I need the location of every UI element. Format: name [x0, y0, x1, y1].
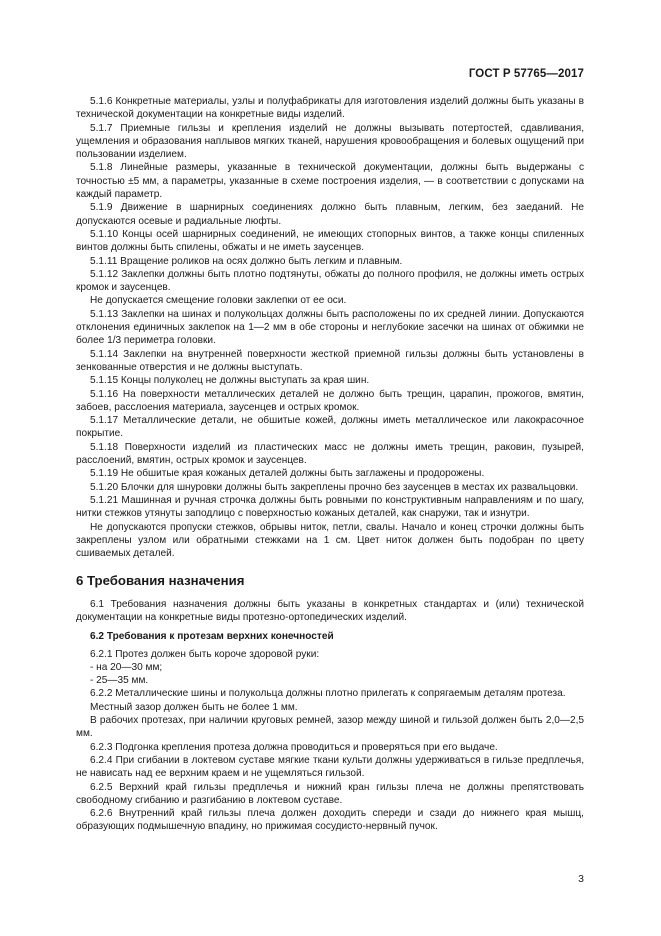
paragraph-5-1-13: 5.1.13 Заклепки на шинах и полукольцах должны быть расположены по их средней линии. Допускаются отклонения единичных заклепок на 1—2 мм в обе стороны и неглубокие засечки на шинах от обжимки не более 1/3 периметра головки. — [76, 308, 584, 347]
paragraph-6-2-4: 6.2.4 При сгибании в локтевом суставе мягкие ткани культи должны удерживаться в гильзе предплечья, не нависать над ее верхним краем и не ущемляться гильзой. — [76, 754, 584, 780]
paragraph-5-1-9: 5.1.9 Движение в шарнирных соединениях должно быть плавным, легким, без заеданий. Не допускаются осевые и радиальные люфты. — [76, 202, 584, 227]
document-code: ГОСТ Р 57765—2017 — [468, 68, 584, 80]
list-item: - на 20—30 мм; — [90, 661, 163, 673]
paragraph-6-2-2: 6.2.2 Металлические шины и полукольца должны плотно прилегать к сопрягаемым деталям протеза. — [90, 688, 566, 700]
paragraph-5-1-12-note: Не допускается смещение головки заклепки от ее оси. — [90, 295, 347, 307]
paragraph-6-2-2-note-2: В рабочих протезах, при наличии круговых ремней, зазор между шиной и гильзой должен быть 2,0—2,5 мм. — [76, 715, 584, 740]
paragraph-6-1: 6.1 Требования назначения должны быть указаны в конкретных стандартах и (или) технической документации на конкретные виды протезно-ортопедических изделий. — [76, 598, 584, 623]
paragraph-5-1-6: 5.1.6 Конкретные материалы, узлы и полуфабрикаты для изготовления изделий должны быть указаны в технической документации на конкретные виды изделий. — [76, 96, 584, 121]
paragraph-5-1-19: 5.1.19 Не обшитые края кожаных деталей должны быть заглажены и продорожены. — [90, 468, 485, 480]
paragraph-5-1-18: 5.1.18 Поверхности изделий из пластических масс не должны иметь трещин, раковин, пузырей, расслоений, вмятин, острых кромок и заусенцев. — [76, 441, 584, 467]
paragraph-6-2-1: 6.2.1 Протез должен быть короче здоровой руки: — [90, 648, 320, 660]
paragraph-6-2-2-note: Местный зазор должен быть не более 1 мм. — [90, 701, 298, 713]
document-body — [76, 95, 584, 834]
paragraph-5-1-16: 5.1.16 На поверхности металлических деталей не должно быть трещин, царапин, прожогов, вмятин, забоев, расслоения материала, заусенцев и острых кромок. — [76, 388, 584, 413]
paragraph-5-1-20: 5.1.20 Блочки для шнуровки должны быть закреплены прочно без заусенцев в местах их развальцовки. — [90, 481, 579, 493]
paragraph-5-1-17: 5.1.17 Металлические детали, не обшитые кожей, должны иметь металлическое или лакокрасочное покрытие. — [76, 415, 584, 440]
paragraph-5-1-12: 5.1.12 Заклепки должны быть плотно подтянуты, обжаты до полного профиля, не должны иметь острых кромок и заусенцев. — [76, 268, 584, 294]
paragraph-5-1-21: 5.1.21 Машинная и ручная строчка должны быть ровными по конструктивным направлениям и по шагу, нитки стежков утянуты заподлицо с поверхностью кожаных деталей, как снаружи, так и изнутри. — [76, 494, 584, 520]
paragraph-5-1-11: 5.1.11 Вращение роликов на осях должно быть легким и плавным. — [90, 255, 403, 267]
paragraph-6-2-5: 6.2.5 Верхний край гильзы предплечья и нижний кран гильзы плеча не должны препятствовать свободному сгибанию и разгибанию в локтевом суставе. — [76, 781, 584, 806]
paragraph-5-1-21-note: Не допускаются пропуски стежков, обрывы ниток, петли, свалы. Начало и конец строчки должны быть закреплены узлом или обратными стежками на 1 см. Цвет ниток должен быть подобран по цвету сшиваемых деталей. — [76, 521, 584, 560]
paragraph-6-2-6: 6.2.6 Внутренний край гильзы плеча должен доходить спереди и сзади до нижнего края мышц, образующих подмышечную впадину, но прижимая сосудисто-нервный пучок. — [76, 808, 584, 833]
paragraph-5-1-14: 5.1.14 Заклепки на внутренней поверхности жесткой приемной гильзы должны быть установлены в зенкованные отверстия и не должны выступать. — [76, 348, 584, 373]
paragraph-6-2-3: 6.2.3 Подгонка крепления протеза должна проводиться и проверяться при его выдаче. — [90, 741, 498, 753]
subsection-heading: 6.2 Требования к протезам верхних конечностей — [90, 631, 334, 643]
paragraph-5-1-7: 5.1.7 Приемные гильзы и крепления изделий не должны вызывать потертостей, сдавливания, ущемления и образования наплывов мягких тканей, нарушения кровообращения и болевых ощущений при пользовании изделием. — [76, 122, 584, 161]
section-heading: 6 Требования назначения — [76, 573, 245, 589]
page-number: 3 — [578, 873, 584, 885]
list-item: - 25—35 мм. — [90, 675, 149, 687]
paragraph-5-1-15: 5.1.15 Концы полуколец не должны выступать за края шин. — [90, 375, 370, 387]
paragraph-5-1-10: 5.1.10 Концы осей шарнирных соединений, не имеющих стопорных винтов, а также концы спиленных винтов должны быть спилены, обжаты и не иметь заусенцев. — [76, 228, 584, 254]
paragraph-5-1-8: 5.1.8 Линейные размеры, указанные в технической документации, должны быть выдержаны с точностью ±5 мм, а параметры, указанные в схеме построения изделия, — в соответствии с допусками на каждый параметр. — [76, 162, 584, 201]
